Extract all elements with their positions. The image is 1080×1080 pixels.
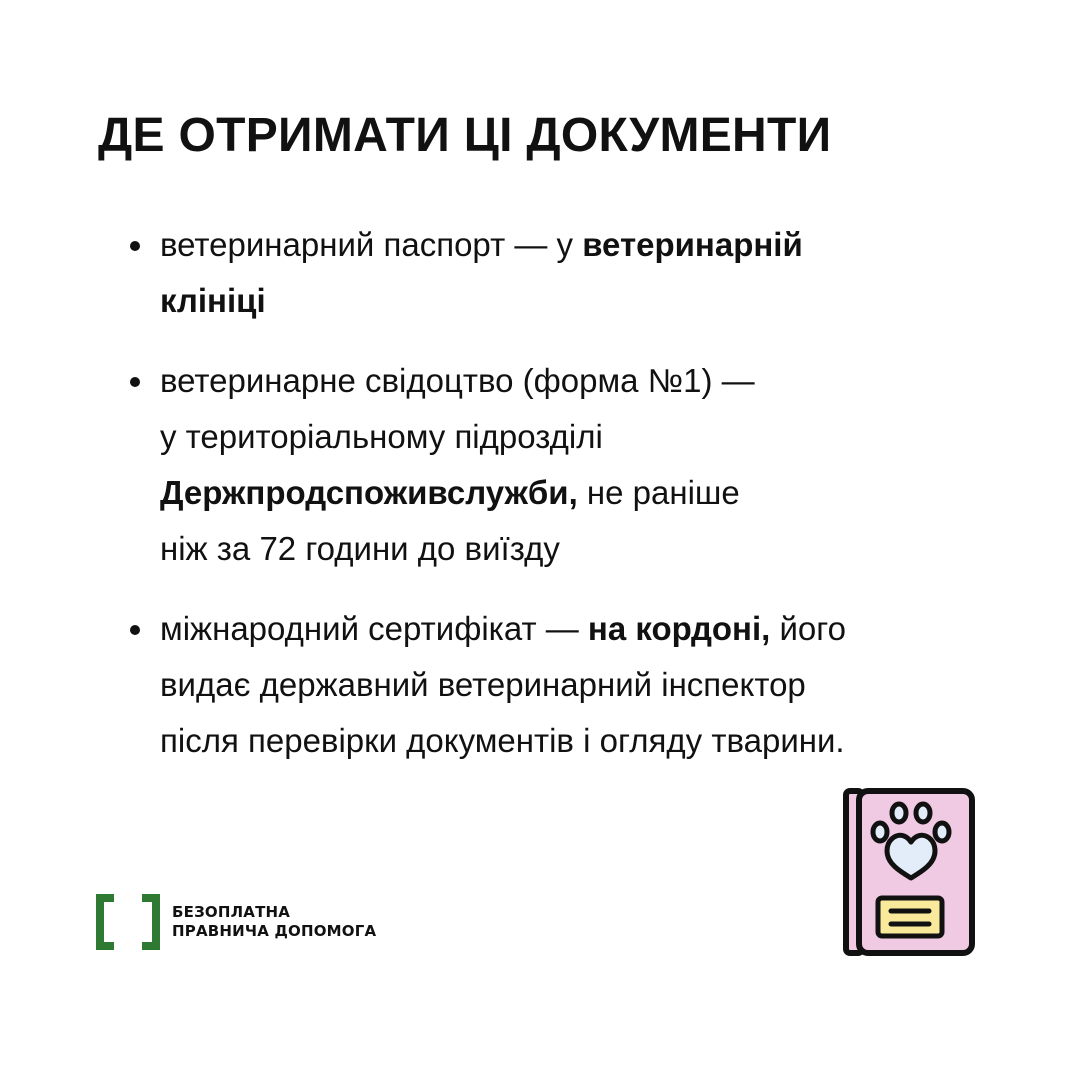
item-line: ніж за 72 години до виїзду — [160, 530, 560, 567]
item-text: його — [770, 610, 846, 647]
bullet-icon — [130, 241, 140, 251]
item-bold-text: ветеринарній — [582, 226, 803, 263]
item-line: після перевірки документів і огляду тварини. — [160, 722, 845, 759]
item-text: міжнародний сертифікат — — [160, 610, 588, 647]
item-bold-text: клініці — [160, 282, 266, 319]
item-text: не раніше — [577, 474, 740, 511]
item-line: видає державний ветеринарний інспектор — [160, 666, 806, 703]
list-item — [130, 353, 990, 577]
item-line — [160, 465, 990, 521]
item-bold-text: на кордоні, — [587, 610, 771, 647]
bullet-icon — [130, 625, 140, 635]
item-line — [160, 601, 990, 657]
logo-line-2: ПРАВНИЧА ДОПОМОГА — [172, 922, 377, 940]
logo-text — [172, 903, 376, 941]
item-line — [160, 273, 990, 329]
organization-logo — [96, 894, 376, 950]
logo-line-1: БЕЗОПЛАТНА — [172, 903, 291, 921]
list-item — [130, 601, 990, 769]
pet-passport-icon — [843, 788, 975, 956]
page-title: ДЕ ОТРИМАТИ ЦІ ДОКУМЕНТИ — [98, 109, 832, 162]
brackets-logo-icon — [96, 894, 160, 950]
item-bold-text: Держпродспоживслужби, — [160, 474, 578, 511]
list-item — [130, 217, 990, 329]
documents-list — [130, 217, 990, 793]
bullet-icon — [130, 377, 140, 387]
item-line: у територіальному підрозділі — [160, 418, 603, 455]
item-text: ветеринарний паспорт — у — [160, 226, 583, 263]
item-line: ветеринарне свідоцтво (форма №1) — — [160, 362, 755, 399]
item-line — [160, 217, 990, 273]
